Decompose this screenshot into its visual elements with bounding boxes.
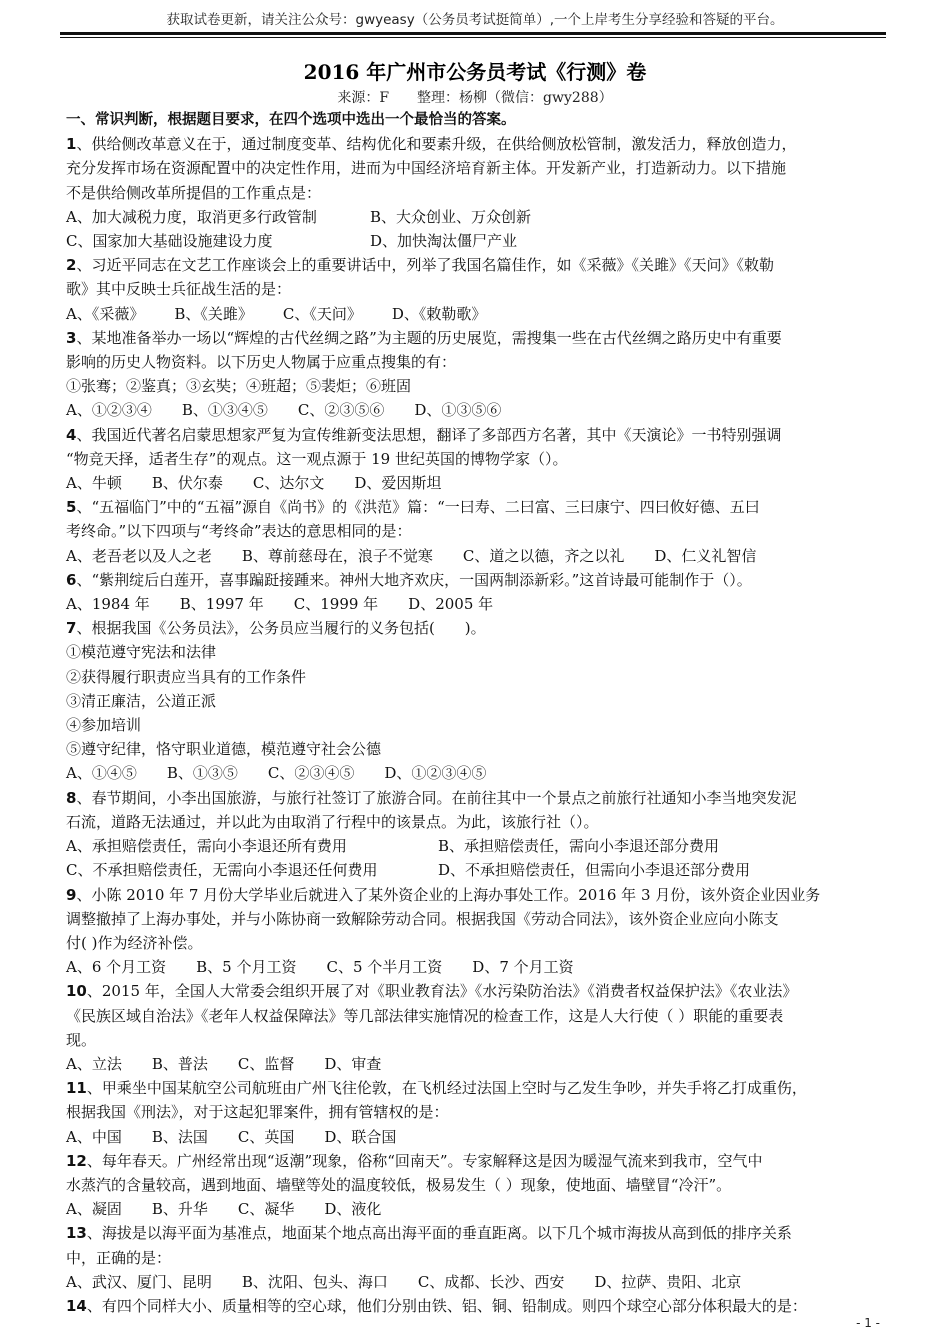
question-text: ③清正廉洁，公道正派 <box>66 691 217 710</box>
question-text: 根据我国《刑法》，对于这起犯罪案件，拥有管辖权的是： <box>66 1103 449 1122</box>
question-number: 3 <box>66 328 77 347</box>
question-text: 、我国近代著名启蒙思想家严复为宣传维新变法思想，翻译了多部西方名著，其中《天演论》一书特别强调 <box>76 425 782 444</box>
question-text: 不是供给侧改革所提倡的工作重点是： <box>66 183 322 202</box>
option-row <box>66 761 884 785</box>
answer-option: D、①②③④⑤ <box>384 764 487 783</box>
question-text: 、供给侧改革意义在于，通过制度变革、结构优化和要素升级，在供给侧放松管制，激发活力，释放创造力， <box>76 135 797 154</box>
question-2 <box>66 253 884 326</box>
option-row <box>66 592 884 616</box>
answer-option: B、尊前慈母在，浪子不觉寒 <box>241 546 433 565</box>
question-text-line <box>66 1149 884 1173</box>
question-number: 4 <box>66 425 77 444</box>
answer-option: C、道之以德，齐之以礼 <box>462 546 625 565</box>
answer-option: A、武汉、厦门、昆明 <box>66 1272 212 1291</box>
question-text-line <box>66 665 884 689</box>
question-text-line <box>66 640 884 664</box>
question-9 <box>66 883 884 980</box>
answer-option: D、爱因斯坦 <box>354 474 442 493</box>
question-13 <box>66 1221 884 1294</box>
question-text-line <box>66 374 884 398</box>
question-number: 14 <box>66 1296 87 1315</box>
question-text: 、“五福临门”中的“五福”源自《尚书》的《洪范》篇：“一曰寿、二曰富、三曰康宁、四曰攸好德、五曰 <box>76 498 760 517</box>
question-number: 13 <box>66 1224 87 1243</box>
question-text-line <box>66 713 884 737</box>
document-meta: 来源：F 整理：杨柳（微信：gwy288） <box>337 90 613 106</box>
question-14 <box>66 1294 884 1318</box>
answer-option: A、承担赔偿责任，需向小李退还所有费用 <box>66 837 347 856</box>
question-text-line <box>66 1028 884 1052</box>
question-text: 、根据我国《公务员法》，公务员应当履行的义务包括( )。 <box>76 619 486 638</box>
answer-option: C、英国 <box>237 1127 295 1146</box>
question-text-line <box>66 737 884 761</box>
answer-option: C、不承担赔偿责任，无需向小李退还任何费用 <box>66 861 378 880</box>
option-row <box>66 834 884 858</box>
document-title: 2016 年广州市公务员考试《行测》卷 <box>303 60 647 84</box>
question-number: 7 <box>66 619 77 638</box>
answer-option: B、①③⑤ <box>166 764 238 783</box>
question-number: 11 <box>66 1079 87 1098</box>
answer-option: D、2005 年 <box>408 595 494 614</box>
answer-option: B、法国 <box>151 1127 208 1146</box>
question-text-line <box>66 181 884 205</box>
question-text-line <box>66 519 884 543</box>
answer-option: D、联合国 <box>324 1127 397 1146</box>
question-text-line <box>66 883 884 907</box>
question-text: 《民族区域自治法》《老年人权益保障法》等几部法律实施情况的检查工作，这是人大行使（ ）职能的重要表 <box>66 1006 784 1025</box>
question-text: ⑤遵守纪律，恪守职业道德，模范遵守社会公德 <box>66 740 382 759</box>
question-text-line <box>66 1100 884 1124</box>
answer-option: A、立法 <box>66 1054 122 1073</box>
question-text: 、某地准备举办一场以“辉煌的古代丝绸之路”为主题的历史展览，需搜集一些在古代丝绸之路历史中有重要 <box>76 328 782 347</box>
header-note: 获取试卷更新，请关注公众号：gwyeasy（公务员考试挺简单）,一个上岸考生分享经验和答疑的平台。 <box>166 12 784 28</box>
answer-option: B、升华 <box>151 1200 208 1219</box>
question-text-line <box>66 689 884 713</box>
answer-option: A、加大减税力度，取消更多行政管制 <box>66 207 317 226</box>
question-text-line <box>66 132 884 156</box>
answer-option: C、成都、长沙、西安 <box>417 1272 565 1291</box>
question-text: “物竞天择，适者生存”的观点。这一观点源于 19 世纪英国的博物学家（）。 <box>66 449 568 468</box>
option-row <box>66 858 884 882</box>
answer-option: B、大众创业、万众创新 <box>370 207 532 226</box>
question-text-line <box>66 350 884 374</box>
question-text: ②获得履行职责应当具有的工作条件 <box>66 667 307 686</box>
header-rule-thin <box>60 37 886 38</box>
answer-option: D、加快淘汰僵尸产业 <box>370 232 518 251</box>
question-number: 1 <box>66 135 77 154</box>
answer-option: B、承担赔偿责任，需向小李退还部分费用 <box>438 837 720 856</box>
answer-option: A、牛顿 <box>66 474 122 493</box>
question-number: 10 <box>66 982 87 1001</box>
question-text: 、“紫荆绽后白莲开，喜事蹁跹接踵来。神州大地齐欢庆，一国两制添新彩。”这首诗最可能制作于（）。 <box>76 570 752 589</box>
option-row <box>66 1052 884 1076</box>
answer-option: C、②③④⑤ <box>267 764 355 783</box>
question-text-line <box>66 1173 884 1197</box>
answer-option: D、《敕勒歌》 <box>391 304 487 323</box>
answer-option: C、凝华 <box>237 1200 295 1219</box>
answer-option: A、《采薇》 <box>66 304 145 323</box>
question-text: 、海拔是以海平面为基准点，地面某个地点高出海平面的垂直距离。以下几个城市海拔从高到低的排序关系 <box>86 1224 792 1243</box>
question-text: 现。 <box>66 1030 97 1049</box>
question-3 <box>66 326 884 423</box>
question-text: 、每年春天。广州经常出现“返潮”现象，俗称“回南天”。专家解释这是因为暖湿气流来到我市，空气中 <box>86 1151 763 1170</box>
answer-option: C、《天问》 <box>282 304 362 323</box>
answer-option: C、5 个半月工资 <box>326 958 443 977</box>
question-7 <box>66 616 884 785</box>
question-number: 6 <box>66 570 77 589</box>
question-5 <box>66 495 884 568</box>
question-text: 中，正确的是： <box>66 1248 172 1267</box>
question-text: ①张骞；②鉴真；③玄奘；④班超；⑤裴炬；⑥班固 <box>66 377 412 396</box>
option-row <box>66 471 884 495</box>
question-text-line <box>66 1221 884 1245</box>
question-text-line <box>66 1246 884 1270</box>
question-8 <box>66 786 884 883</box>
answer-option: D、不承担赔偿责任，但需向小李退还部分费用 <box>438 861 751 880</box>
question-text-line <box>66 277 884 301</box>
answer-option: B、普法 <box>151 1054 208 1073</box>
question-text-line <box>66 616 884 640</box>
answer-option: C、达尔文 <box>252 474 325 493</box>
answer-option: B、沈阳、包头、海口 <box>241 1272 388 1291</box>
answer-option: D、仁义礼智信 <box>654 546 757 565</box>
answer-option: A、老吾老以及人之老 <box>66 546 212 565</box>
option-row <box>66 398 884 422</box>
question-text-line <box>66 786 884 810</box>
option-row <box>66 1270 884 1294</box>
answer-option: A、①②③④ <box>66 401 152 420</box>
option-row <box>66 1197 884 1221</box>
question-number: 12 <box>66 1151 87 1170</box>
question-text-line <box>66 931 884 955</box>
question-text: ④参加培训 <box>66 716 142 735</box>
question-number: 5 <box>66 498 77 517</box>
question-text-line <box>66 979 884 1003</box>
option-row <box>66 1125 884 1149</box>
question-text: 考终命。”以下四项与“考终命”表达的意思相同的是： <box>66 522 412 541</box>
question-text-line <box>66 326 884 350</box>
option-row <box>66 229 884 253</box>
answer-option: A、①④⑤ <box>66 764 137 783</box>
option-row <box>66 955 884 979</box>
question-text: 调整撤掉了上海办事处，并与小陈协商一致解除劳动合同。根据我国《劳动合同法》，该外资企业应向小陈支 <box>66 909 779 928</box>
answer-option: A、中国 <box>66 1127 122 1146</box>
question-text: 、习近平同志在文艺工作座谈会上的重要讲话中，列举了我国名篇佳作，如《采薇》《关雎》《天问》《敕勒 <box>76 256 774 275</box>
option-row <box>66 302 884 326</box>
question-text-line <box>66 495 884 519</box>
question-list <box>66 132 884 1318</box>
question-text: 、小陈 2010 年 7 月份大学毕业后就进入了某外资企业的上海办事处工作。2016 年 3 月份，该外资企业因业务 <box>76 885 821 904</box>
question-text: 影响的历史人物资料。以下历史人物属于应重点搜集的有： <box>66 353 457 372</box>
question-text-line <box>66 253 884 277</box>
answer-option: C、监督 <box>237 1054 295 1073</box>
question-text-line <box>66 1076 884 1100</box>
question-text: 水蒸汽的含量较高，遇到地面、墙壁等处的温度较低，极易发生（ ）现象，使地面、墙壁冒“冷汗”。 <box>66 1175 732 1194</box>
question-text: 、2015 年，全国人大常委会组织开展了对《职业教育法》《水污染防治法》《消费者权益保护法》《农业法》 <box>86 982 798 1001</box>
question-text-line <box>66 810 884 834</box>
question-text-line <box>66 447 884 471</box>
question-number: 8 <box>66 788 77 807</box>
question-12 <box>66 1149 884 1222</box>
answer-option: D、拉萨、贵阳、北京 <box>594 1272 742 1291</box>
header-rule-thick <box>60 32 886 35</box>
answer-option: B、1997 年 <box>179 595 264 614</box>
answer-option: C、1999 年 <box>293 595 379 614</box>
question-text: 付( )作为经济补偿。 <box>66 933 203 952</box>
answer-option: B、伏尔泰 <box>151 474 223 493</box>
question-text-line <box>66 423 884 447</box>
option-row <box>66 544 884 568</box>
question-1 <box>66 132 884 253</box>
answer-option: B、《关雎》 <box>174 304 253 323</box>
answer-option: B、5 个月工资 <box>196 958 297 977</box>
question-text-line <box>66 156 884 180</box>
question-text: 石流，道路无法通过，并以此为由取消了行程中的该景点。为此，该旅行社（）。 <box>66 812 599 831</box>
answer-option: A、6 个月工资 <box>66 958 167 977</box>
document-body <box>66 108 884 1318</box>
question-text: 、甲乘坐中国某航空公司航班由广州飞往伦敦，在飞机经过法国上空时与乙发生争吵，并失手将乙打成重伤， <box>86 1079 807 1098</box>
answer-option: C、国家加大基础设施建设力度 <box>66 232 273 251</box>
question-number: 2 <box>66 256 77 275</box>
question-4 <box>66 423 884 496</box>
question-text: 歌》其中反映士兵征战生活的是： <box>66 280 292 299</box>
answer-option: D、①③⑤⑥ <box>414 401 502 420</box>
answer-option: D、7 个月工资 <box>472 958 574 977</box>
question-number: 9 <box>66 885 77 904</box>
answer-option: A、1984 年 <box>66 595 150 614</box>
question-text-line <box>66 1294 884 1318</box>
option-row <box>66 205 884 229</box>
section-heading: 一、常识判断，根据题目要求，在四个选项中选出一个最恰当的答案。 <box>66 112 516 128</box>
answer-option: B、①③④⑤ <box>181 401 268 420</box>
answer-option: C、②③⑤⑥ <box>297 401 385 420</box>
answer-option: A、凝固 <box>66 1200 122 1219</box>
answer-option: D、审查 <box>324 1054 382 1073</box>
page-number: - 1 - <box>856 1316 880 1330</box>
question-text-line <box>66 1004 884 1028</box>
question-text: 、春节期间，小李出国旅游，与旅行社签订了旅游合同。在前往其中一个景点之前旅行社通知小李当地突发泥 <box>76 788 797 807</box>
question-text-line <box>66 568 884 592</box>
question-text: ①模范遵守宪法和法律 <box>66 643 217 662</box>
answer-option: D、液化 <box>324 1200 382 1219</box>
question-11 <box>66 1076 884 1149</box>
question-10 <box>66 979 884 1076</box>
question-text: 充分发挥市场在资源配置中的决定性作用，进而为中国经济培育新主体。开发新产业，打造新动力。以下措施 <box>66 159 787 178</box>
question-6 <box>66 568 884 616</box>
question-text-line <box>66 907 884 931</box>
question-text: 、有四个同样大小、质量相等的空心球，他们分别由铁、铝、铜、铅制成。则四个球空心部分体积最大的是： <box>86 1296 807 1315</box>
